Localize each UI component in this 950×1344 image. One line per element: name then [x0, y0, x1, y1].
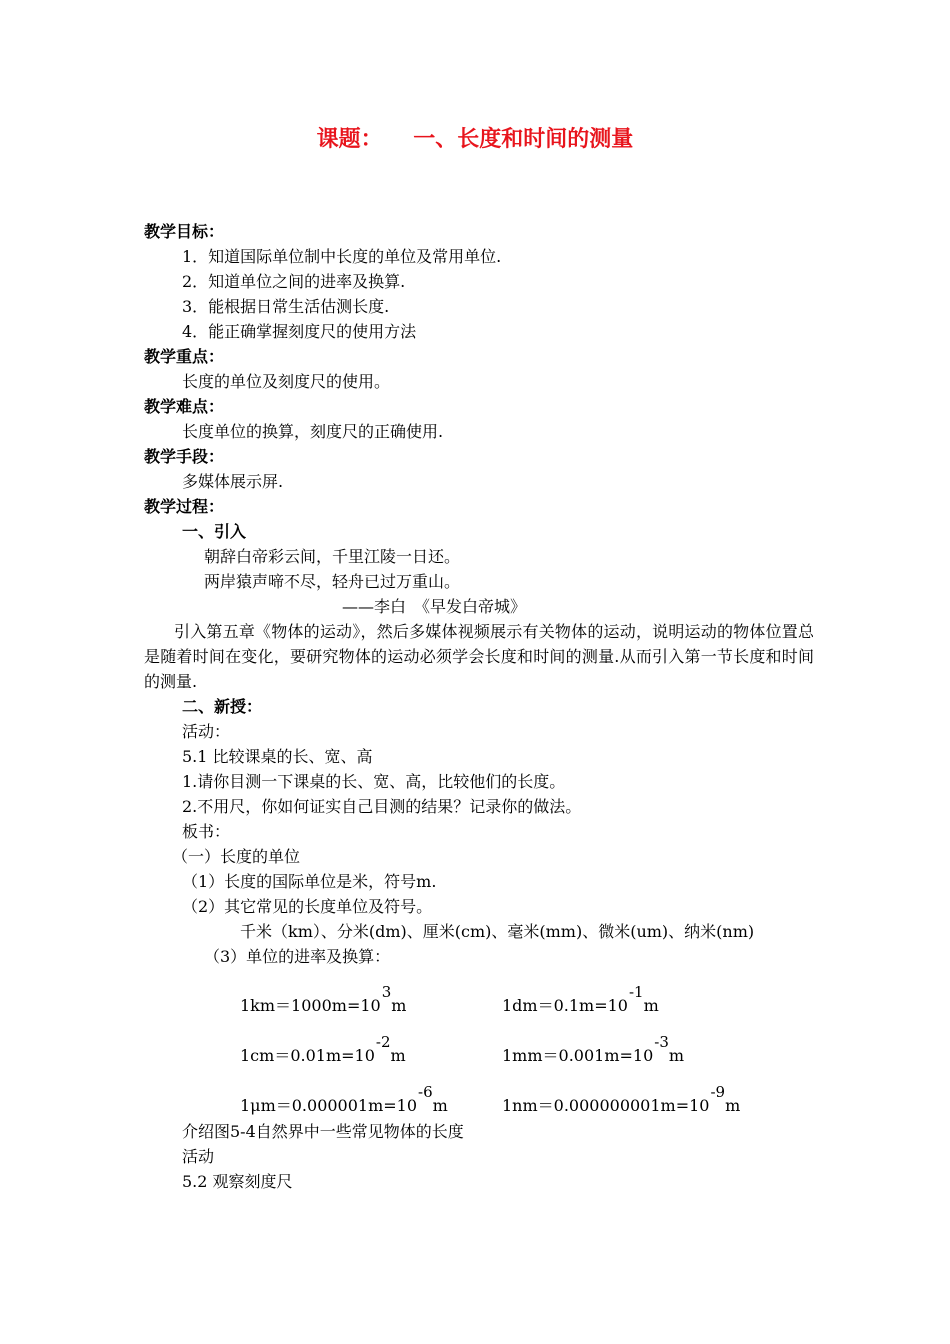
poem-line: 两岸猿声啼不尽，轻舟已过万重山。 — [204, 572, 461, 591]
objectives-heading: 教学目标： — [144, 222, 225, 241]
means-heading: 教学手段： — [144, 447, 225, 466]
objective-item: 1．知道国际单位制中长度的单位及常用单位. — [182, 247, 502, 266]
intro-paragraph: 引入第五章《物体的运动》，然后多媒体视频展示有关物体的运动，说明运动的物体位置总是随着时间在变化，要研究物体的运动必须学会长度和时间的测量.从而引入第一节长度和时间的测量. — [144, 622, 814, 691]
section-heading: （一）长度的单位 — [172, 847, 301, 866]
objective-item: 3．能根据日常生活估测长度. — [182, 297, 390, 316]
process-heading: 教学过程： — [144, 497, 225, 516]
formula-row — [144, 1019, 814, 1069]
key-points-heading: 教学重点： — [144, 347, 225, 366]
objective-item: 4．能正确掌握刻度尺的使用方法 — [182, 322, 417, 341]
activity2-label: 活动 — [182, 1147, 215, 1166]
formula-dm: 1dm＝0.1m=10-1m — [502, 983, 659, 1015]
activity-title: 5.1 比较课桌的长、宽、高 — [182, 747, 373, 766]
activity-label: 活动： — [182, 722, 231, 741]
formula-row — [144, 969, 814, 1019]
formula-cm: 1cm＝0.01m=10-2m — [240, 1033, 406, 1065]
new-lesson-heading: 二、新授： — [182, 697, 263, 716]
poem-author: ——李白 《早发白帝城》 — [342, 597, 527, 616]
page-title: 课题： 一、长度和时间的测量 — [316, 127, 634, 152]
point-si-unit: （1）长度的国际单位是米，符号m. — [182, 872, 437, 891]
key-points-text: 长度的单位及刻度尺的使用。 — [182, 372, 391, 391]
formula-row — [144, 1069, 814, 1119]
formula-mm: 1mm＝0.001m=10-3m — [502, 1033, 685, 1065]
poem-line: 朝辞白帝彩云间，千里江陵一日还。 — [204, 547, 461, 566]
intro-heading: 一、引入 — [182, 522, 247, 541]
difficulties-heading: 教学难点： — [144, 397, 225, 416]
objective-item: 2．知道单位之间的进率及换算. — [182, 272, 406, 291]
means-text: 多媒体展示屏. — [182, 472, 284, 491]
units-list: 千米（km）、分米(dm)、厘米(cm)、毫米(mm)、微米(um)、纳米(nm) — [240, 922, 755, 941]
formula-nm: 1nm＝0.000000001m=10-9m — [502, 1083, 741, 1115]
formula-um: 1μm＝0.000001m=10-6m — [240, 1083, 448, 1115]
activity-task: 1.请你目测一下课桌的长、宽、高，比较他们的长度。 — [182, 772, 566, 791]
point-common-units: （2）其它常见的长度单位及符号。 — [182, 897, 433, 916]
lesson-body — [144, 219, 814, 1194]
board-label: 板书： — [182, 822, 231, 841]
point-conversion: （3）单位的进率及换算： — [204, 947, 391, 966]
activity-task: 2.不用尺，你如何证实自己目测的结果？记录你的做法。 — [182, 797, 582, 816]
formula-km: 1km＝1000m=103m — [240, 983, 407, 1015]
activity2-title: 5.2 观察刻度尺 — [182, 1172, 293, 1191]
difficulties-text: 长度单位的换算，刻度尺的正确使用. — [182, 422, 444, 441]
figure-intro: 介绍图5-4自然界中一些常见物体的长度 — [182, 1122, 464, 1141]
